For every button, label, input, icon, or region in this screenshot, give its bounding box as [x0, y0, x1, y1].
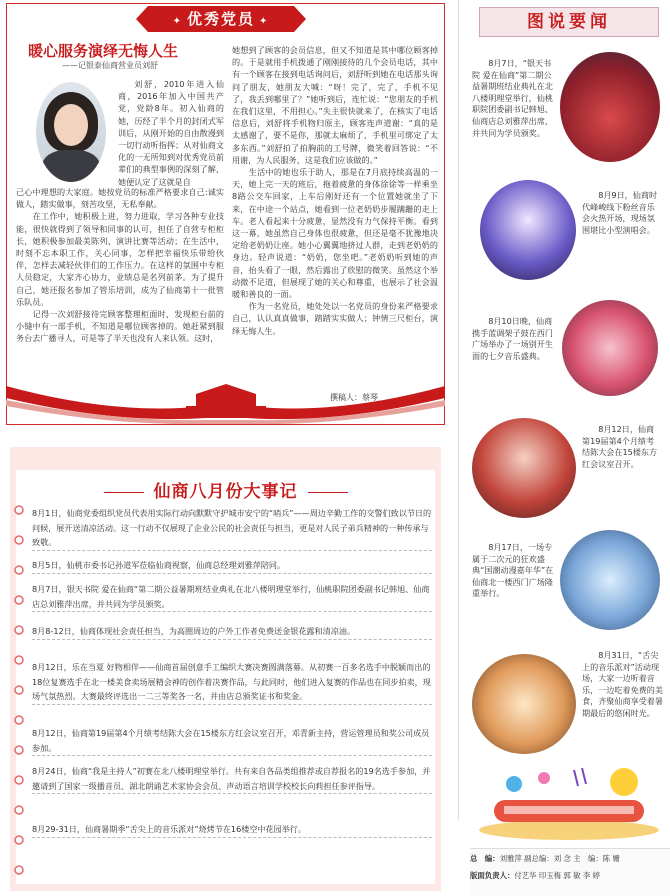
- event-item: 8月5日，仙桃市委书记孙道军莅临仙商视察，仙商总经理刘雅萍陪同。: [32, 558, 432, 574]
- event-item: 8月1日，仙商党委组织党员代表用实际行动向默默守护城市安宁的“哨兵”——周边辛勤工作的交警们致以节日的问候，展开送清凉活动。这一行动不仅展现了企业公民的社会责任与担当，更是对人民子弟兵精神的一种传承与致敬。: [32, 506, 432, 551]
- event-item: 8月24日，仙商“我是主持人”初赛在北八楼明理堂举行。共有来自各品类组推荐或自荐报名的19名选手参加，并邀请到了国家一级播音员、湖北朗诵艺术家协会会员、声动语言培训学校校长向莉担任参评指导。: [32, 764, 432, 794]
- column-divider: [458, 0, 459, 820]
- news-photo: [480, 180, 576, 280]
- news-caption: 8月12日，仙商第19届第4个月绩考结陈大会在15楼东方红会议室召开。: [582, 424, 658, 469]
- news-photo: [562, 300, 658, 396]
- chief-editor-label: 总 编：: [470, 854, 500, 863]
- section-banner-label: 优秀党员: [186, 10, 255, 28]
- news-caption: 8月10日晚，仙商携手蓝调架子鼓在西门广场举办了一场别开生面的七夕音乐盛典。: [472, 316, 553, 361]
- article-byline: ——记银泰仙商营业员刘舒: [62, 61, 158, 70]
- credits-editors: [470, 853, 666, 864]
- news-caption: 8月17日，一场专属于二次元的狂欢盛典“国潮动漫嘉年华”在仙商北一楼西门广场隆重举行。: [472, 542, 554, 599]
- news-photo: [472, 654, 576, 754]
- deputy-editor-label: 副总编：: [524, 854, 554, 863]
- news-photo: [560, 530, 660, 630]
- event-item: 8月29-31日，仙商暑期季“舌尖上的音乐派对”烧烤节在16楼空中花园举行。: [32, 822, 432, 838]
- event-item: 8月12日，仙商第19届第4个月绩考结陈大会在15楼东方红会议室召开，邓青新主持，营运管理员和奖公司成员参加。: [32, 726, 432, 756]
- deputy-editor: 刘 念: [553, 854, 571, 863]
- news-caption: 8月9日，仙商时代峰峻线下粉丝音乐会火热开场，现场氛围堪比小型演唱会。: [582, 190, 658, 235]
- portrait-photo: [36, 82, 106, 182]
- credits-layout: [470, 870, 666, 881]
- star-icon: ✦: [259, 16, 270, 27]
- summer-music-illustration: [474, 760, 664, 840]
- event-item: 8月8-12日，仙商体现社会责任担当，为高圈周边的户外工作者免费送金银花露和清凉油。: [32, 624, 432, 640]
- writer-credit: 撰稿人：蔡琴: [330, 393, 378, 402]
- event-item: 8月12日，乐在当夏 好物相伴——仙商首届创意手工编织大赛决赛圆满落幕。从初赛一百多名选手中脱颖而出的18位复赛选手在北一楼美食卖场展精会神的创作着决赛作品，与此同时，他们进入复赛的作品也在同步拍卖，现场气氛热烈。大赛最终评选出一二三等奖各一名，并由店总颁奖证书和奖金。: [32, 660, 432, 705]
- section-banner: [148, 6, 294, 32]
- news-photo: [472, 418, 576, 518]
- picture-news-header: 图说要闻: [479, 7, 659, 37]
- editor: 陈 姗: [602, 854, 620, 863]
- article-title: 暖心服务演绎无悔人生: [28, 42, 179, 60]
- news-photo: [560, 52, 660, 162]
- layout-editors: 付艺华 印玉梅 郭 敏 李 婷: [514, 871, 601, 880]
- article-text-col1-top: 刘舒，2010年进入仙商，2016年加入中国共产党，党龄8年。初入仙商的她，历经了半个月的封闭式军训后，从刚开始的自由散漫到一切行动听指挥；从对仙商文化的一无所知到对优秀党员前辈们的典型事例的深刻了解，她便认定了这就是自: [118, 79, 224, 187]
- article-text-col1-bottom: 己心中理想的大家庭。她按党员的标准严格要求自己:诚实做人，踏实做事，刻苦攻坚，无私奉献。 在工作中，她积极上进，努力进取，学习各种专业技能，很快就得到了领导和同事的认可，担任了自营专柜柜长，她积极参加最美陈列、演讲比赛等活动；在生活中，时刻不忘本职工作，关心同事，怎样把幸福快乐带给伙伴，怎样去减轻伙伴们的工作压力。在这样的氛围中专柜人员稳定，大家齐心协力，业绩总是名列前茅。为了提升自己，她还报名参加了管乐培训，成为了仙商第十一批管乐队员。 记得一次刘舒接待完顾客整理柜面时，发现柜台前的小缝中有一部手机，不知道是哪位顾客掉的。她赶紧到服务台去广播寻人，可是等了半天也没有人来认领。这时，: [16, 187, 224, 344]
- news-caption: 8月7日，“银天书院 爱在仙商”第二期公益暑期班结业典礼在北八楼明理堂举行，仙桃职院团委副书记韩旭、仙商店总刘雅萍出席，并共同为学员颁奖。: [472, 58, 553, 138]
- red-ribbon-decoration: [6, 376, 445, 424]
- star-icon: ✦: [172, 16, 183, 27]
- chief-editor: 刘雅萍: [499, 854, 522, 863]
- editor-label: 主 编：: [573, 854, 603, 863]
- news-caption: 8月31日，“舌尖上的音乐派对”活动现场，大家一边听着音乐，一边吃着免费的美食，齐聚仙商享受着暑期最后的悠闲时光。: [582, 650, 663, 718]
- article-text-col2: 她想到了顾客的会员信息，但又不知道是其中哪位顾客掉的。于是就用手机拨通了刚刚接待的几个会员电话，其中有一个顾客在接到电话询问后，刘舒听到她在电话那头询问了朋友，她朋友大喊：“呀！完了，完了，手机不见了，我丢到哪里了？”她听到后，连忙说：“您朋友的手机在我们这里，不用担心。”失主很快就来了，在核实了电话信息后，刘舒将手机物归原主，顾客连声道谢：“真的是太感谢了，要不是你，那就太麻烦了，手机里可绑定了太多东西。”刘舒拍了拍胸前的工号牌，微笑着回答说：“不用谢，为人民服务，这是我们应该做的。” 生活中的她也乐于助人，那是在7月底持续高温的一天，她上完一天的班后，拖着疲惫的身体徐徐等一样乘坐8路公交车回家，上车后刚好还有一个位置她就坐了下来，在中途一个站点，她看到一位老奶奶步履蹒跚的走上车。老人看起来十分疲惫，显然没有力气保持平衡。看到这一幕，她虽然自己身体也很疲惫，但还是毫不犹豫地决定给老奶奶让座。她小心翼翼地挤过人群，走到老奶奶的身边。轻声说道：“奶奶，您坐吧。”老奶奶听到她的声音，抬头看了一眼，然后露出了欣慰的微笑。虽然这个举动微不足道，但展现了她的关心和尊重，也展示了社会温暖和善良的一面。 作为一名党员，她处处以一名党员的身份来严格要求自己，认认真真做事，踏踏实实做人；钟情三尺柜台，演绎无悔人生。: [232, 45, 438, 336]
- event-item: 8月7日，银天书院 爱在仙商“第二期公益暑期班结业典礼在北八楼明理堂举行，仙桃职院团委副书记韩旭、仙商店总刘雅萍出席，并共同为学员颁奖。: [32, 582, 432, 612]
- spiral-binding-decoration: [10, 500, 28, 880]
- layout-label: 版面负责人：: [470, 871, 515, 880]
- events-title: 仙商八月份大事记: [16, 477, 435, 502]
